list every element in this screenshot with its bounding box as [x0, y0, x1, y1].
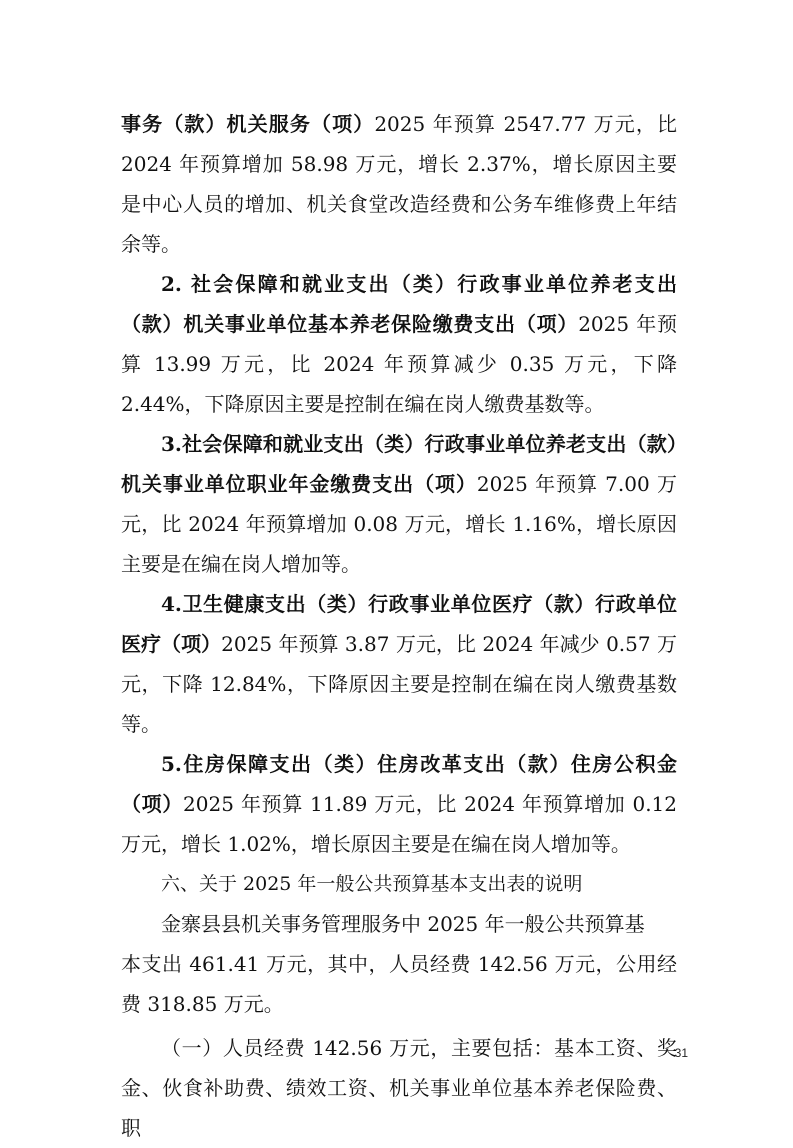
page-number: 31 — [674, 1046, 688, 1060]
paragraph-health-expenditure — [121, 584, 677, 744]
section-subheading: 金寨县县机关事务管理服务中 2025 年一般公共预算基 — [161, 912, 645, 936]
paragraph-heading: 事务（款）机关服务（项） — [121, 112, 375, 136]
paragraph-occupational-annuity — [121, 424, 677, 584]
body-text — [121, 104, 677, 1148]
paragraph-heading: 4.卫生健康支出（类）行政事业单位医疗（款）行政单位医疗（项） — [121, 592, 677, 656]
paragraph-heading: 3.社会保障和就业支出（类）行政事业单位养老支出（款）机关事业单位职业年金缴费支出（项） — [121, 432, 677, 496]
paragraph-agency-services — [121, 104, 677, 264]
section-heading: 六、关于 2025 年一般公共预算基本支出表的说明 — [161, 873, 583, 895]
paragraph-heading: 2. 社会保障和就业支出（类）行政事业单位养老支出（款）机关事业单位基本养老保险缴费支出（项） — [121, 272, 677, 336]
paragraph-body: 2025 年预算 2547.77 万元，比 2024 年预算增加 58.98 万元，增长 2.37%，增长原因主要是中心人员的增加、机关食堂改造经费和公务车维修费上年结余等。 — [121, 112, 677, 256]
paragraph-body: 2025 年预算 11.89 万元，比 2024 年预算增加 0.12 万元，增长 1.02%，增长原因主要是在编在岗人增加等。 — [121, 792, 678, 856]
final-paragraph: （一）人员经费 142.56 万元，主要包括：基本工资、奖金、伙食补助费、绩效工资、机关事业单位基本养老保险费、职 — [121, 1036, 677, 1140]
paragraph-body: 2025 年预算 3.87 万元，比 2024 年减少 0.57 万元，下降 12.84%，下降原因主要是控制在编在岗人缴费基数等。 — [121, 632, 678, 736]
paragraph-heading: 5.住房保障支出（类）住房改革支出（款）住房公积金（项） — [121, 752, 677, 816]
paragraph-pension-insurance — [121, 264, 677, 424]
section-body: 本支出 461.41 万元，其中，人员经费 142.56 万元，公用经费 318.85 万元。 — [121, 952, 677, 1016]
paragraph-body: 2025 年预算 7.00 万元，比 2024 年预算增加 0.08 万元，增长 1.16%，增长原因主要是在编在岗人增加等。 — [121, 472, 677, 576]
paragraph-housing-fund — [121, 744, 677, 864]
paragraph-body: 2025 年预算 13.99 万元，比 2024 年预算减少 0.35 万元，下降 2.44%，下降原因主要是控制在编在岗人缴费基数等。 — [121, 312, 678, 416]
